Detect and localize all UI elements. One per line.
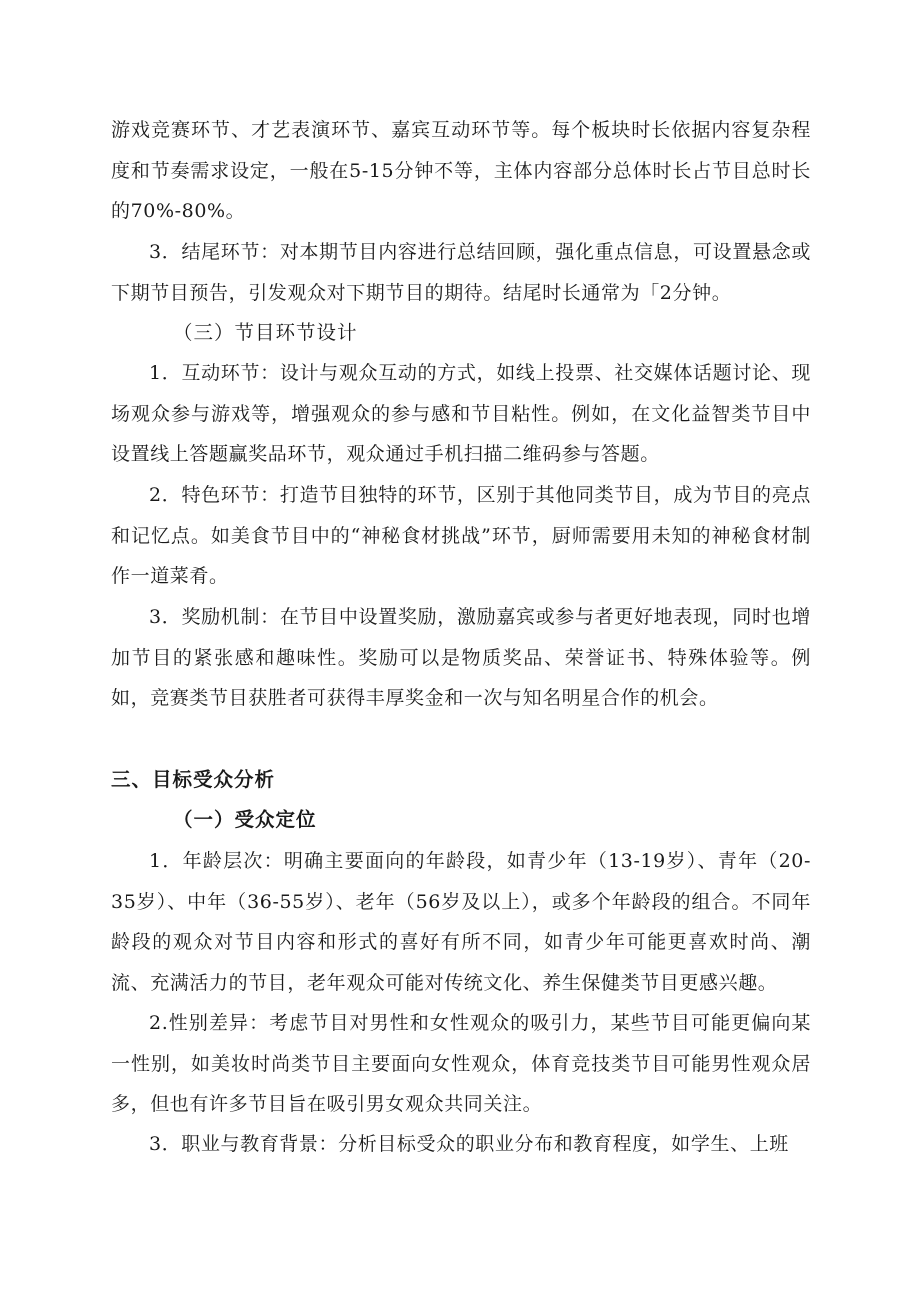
subsection-heading: （一）受众定位 [173, 808, 317, 831]
body-paragraph: 3．奖励机制：在节目中设置奖励，激励嘉宾或参与者更好地表现，同时也增加节目的紧张感和趣味性。奖励可以是物质奖品、荣誉证书、特殊体验等。例如，竞赛类节目获胜者可获得丰厚奖金和一次与知名明星合作的机会。 [111, 606, 811, 709]
subsection-heading: （三）节目环节设计 [173, 321, 358, 344]
body-paragraph: 3．职业与教育背景：分析目标受众的职业分布和教育程度，如学生、上班 [149, 1133, 789, 1155]
body-paragraph: 游戏竞赛环节、才艺表演环节、嘉宾互动环节等。每个板块时长依据内容复杂程度和节奏需求设定，一般在5-15分钟不等，主体内容部分总体时长占节目总时长的70%-80%。 [111, 119, 811, 222]
body-paragraph: 2．特色环节：打造节目独特的环节，区别于其他同类节目，成为节目的亮点和记忆点。如美食节目中的“神秘食材挑战”环节，厨师需要用未知的神秘食材制作一道菜肴。 [111, 484, 811, 587]
section-heading: 三、目标受众分析 [111, 768, 276, 791]
body-paragraph: 3．结尾环节：对本期节目内容进行总结回顾，强化重点信息，可设置悬念或下期节目预告，引发观众对下期节目的期待。结尾时长通常为「2分钟。 [111, 241, 811, 304]
body-paragraph: 1．互动环节：设计与观众互动的方式，如线上投票、社交媒体话题讨论、现场观众参与游戏等，增强观众的参与感和节目粘性。例如，在文化益智类节目中设置线上答题赢奖品环节，观众通过手机扫描二维码参与答题。 [111, 362, 811, 465]
body-paragraph: 1．年龄层次：明确主要面向的年龄段，如青少年（13-19岁）、青年（20-35岁）、中年（36-55岁）、老年（56岁及以上），或多个年龄段的组合。不同年龄段的观众对节目内容和形式的喜好有所不同，如青少年可能更喜欢时尚、潮流、充满活力的节目，老年观众可能对传统文化、养生保健类节目更感兴趣。 [111, 850, 811, 994]
body-paragraph: 2.性别差异：考虑节目对男性和女性观众的吸引力，某些节目可能更偏向某一性别，如美妆时尚类节目主要面向女性观众，体育竞技类节目可能男性观众居多，但也有许多节目旨在吸引男女观众共同关注。 [111, 1012, 811, 1115]
